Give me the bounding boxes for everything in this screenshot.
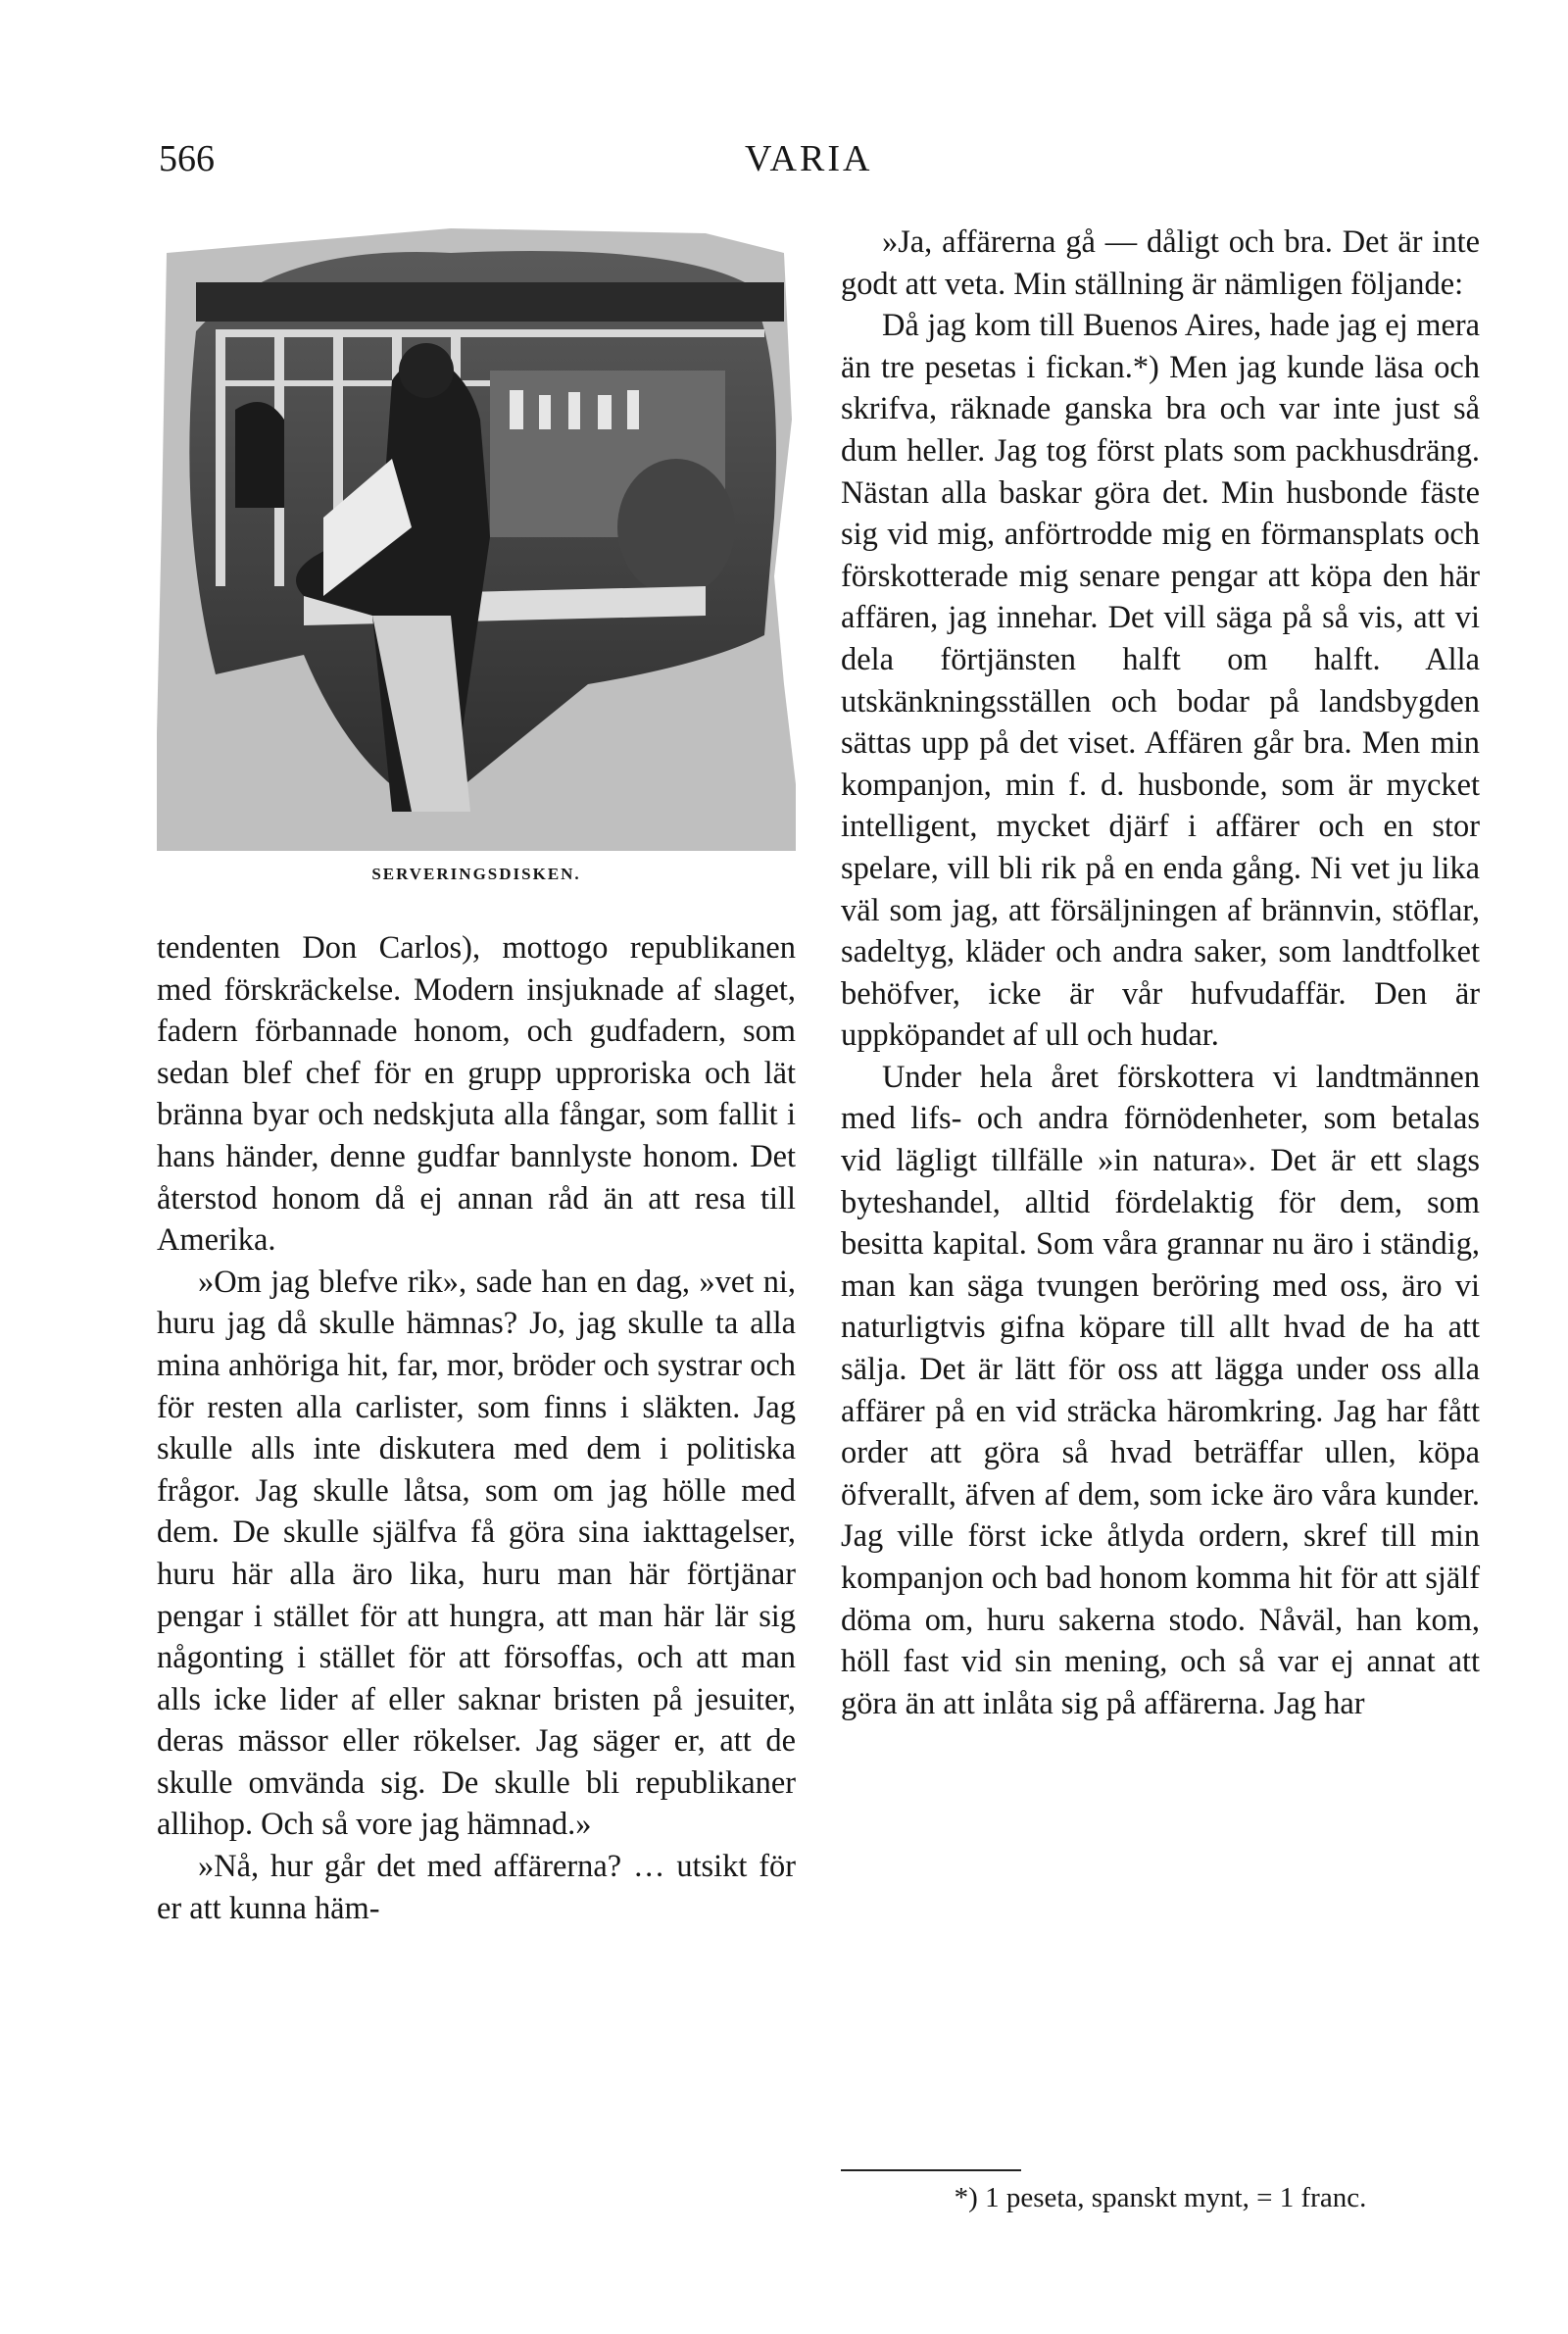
page-number: 566 <box>159 138 215 179</box>
right-paragraph: Under hela året förskottera vi landtmännen med lifs- och andra förnödenheter, som betalas vid lägligt tillfälle »in natura». Det är ett slags byteshandel, alltid fördelaktig för dem, som besitta kapital. Som våra grannar nu äro i ständig, man kan säga tvungen beröring med oss, äro vi naturligtvis gifna köpare till allt hvad de ha att sälja. Det är lätt för oss att lägga under oss alla affärer på en vid sträcka häromkring. Jag har fått order att göra så hvad beträffar ullen, köpa öfverallt, äfven af dem, som icke äro våra kunder. Jag ville först icke åtlyda ordern, skref till min kompanjon och bad honom komma hit för att själf döma om, huru sakerna stodo. Nåväl, han kom, höll fast vid sin mening, och så var ej annat att göra än att inlåta sig på affärerna. Jag har <box>841 1059 1480 1721</box>
footnote-rule <box>841 2169 1021 2171</box>
left-paragraph: tendenten Don Carlos), mottogo republikanen med förskräckelse. Modern insjuknade af slaget, fadern förbannade honom, och gudfadern, som sedan blef chef för en grupp upproriska och lät bränna byar och nedskjuta alla fångar, som fallit i hans händer, denne gudfar bannlyste honom. Det återstod honom då ej annan råd än att resa till Amerika. <box>157 930 796 1259</box>
left-paragraph: »Om jag blefve rik», sade han en dag, »vet ni, huru jag då skulle hämnas? Jo, jag skulle ta alla mina anhöriga hit, far, mor, bröder och systrar och för resten alla carlister, som finns i släkten. Jag skulle alls inte diskutera med dem i politiska frågor. Jag skulle låtsa, som om jag hölle med dem. De skulle själfva få göra sina iakttagelser, huru här alla äro lika, huru man här förtjänar pengar i stället för att hungra, att man här lär sig någonting i stället för att försoffas, och att man alls icke lider af eller saknar bristen på jesuiter, deras mässor eller rökelser. Jag säger er, att de skulle omvända sig. De skulle bli republikaner allihop. Och så vore jag hämnad.» <box>157 1264 796 1843</box>
left-column <box>157 223 796 1929</box>
illustration-caption: SERVERINGSDISKEN. <box>371 865 581 883</box>
right-paragraph: Då jag kom till Buenos Aires, hade jag ej mera än tre pesetas i fickan.*) Men jag kunde läsa och skrifva, räknade ganska bra och var inte just så dum heller. Jag tog först plats som packhusdräng. Nästan alla baskar göra det. Min husbonde fäste sig vid mig, anförtrodde mig en förmansplats och förskotterade mig senare pengar att köpa den här affären, jag innehar. Det vill säga på så vis, att vi dela förtjänsten halft om halft. Alla utskänkningsställen och bodar på landsbygden sättas upp på det viset. Affären går bra. Men min kompanjon, min f. d. husbonde, som är mycket intelligent, mycket djärf i affärer och en stor spelare, vill bli rik på en enda gång. Ni vet ju lika väl som jag, att försäljningen af brännvin, stöflar, sadeltyg, kläder och andra saker, som landtfolket behöfver, icke är vår hufvudaffär. Den är uppköpandet af ull och hudar. <box>841 308 1480 1054</box>
bar-counter-illustration <box>157 223 796 851</box>
right-paragraph: »Ja, affärerna gå — dåligt och bra. Det är inte godt att veta. Min ställning är nämligen följande: <box>841 224 1480 302</box>
left-paragraph: »Nå, hur går det med affärerna? … utsikt för er att kunna häm- <box>157 1849 796 1926</box>
footnote: *) 1 peseta, spanskt mynt, = 1 franc. <box>954 2182 1367 2213</box>
right-column <box>841 222 1480 1724</box>
running-head: VARIA <box>745 138 873 179</box>
